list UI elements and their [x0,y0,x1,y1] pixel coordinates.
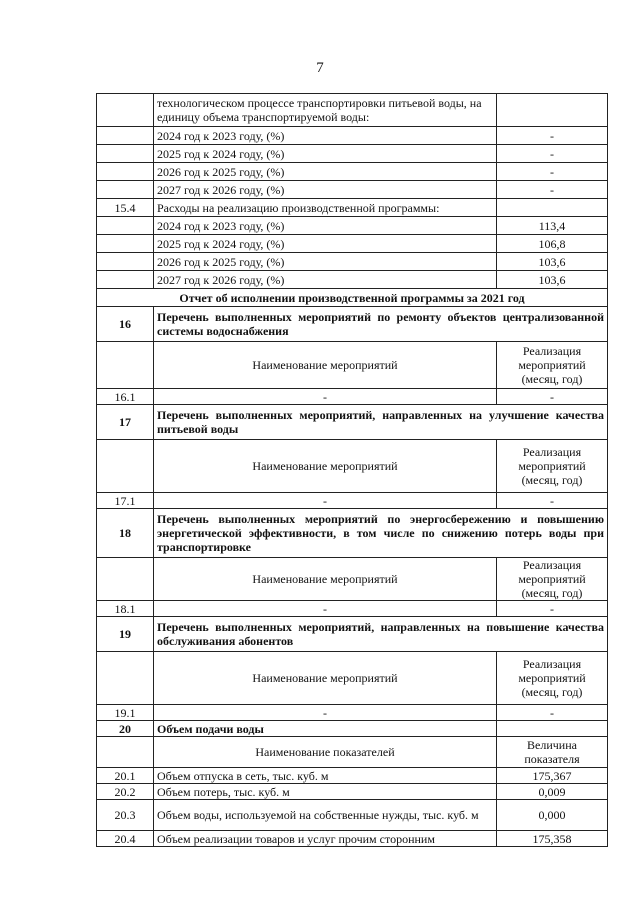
table-row [97,235,608,253]
column-header-row [97,737,608,768]
row-value: - [497,127,608,145]
column-header-row [97,652,608,705]
column-header: Величина показателя [497,737,608,768]
column-header: Реализация мероприятий (месяц, год) [497,440,608,493]
row-value: - [497,493,608,509]
column-header: Наименование мероприятий [154,558,497,601]
row-number: 17.1 [97,493,154,509]
row-number: 20.1 [97,768,154,784]
row-label: 2027 год к 2026 году, (%) [154,271,497,289]
table-row [97,94,608,127]
row-value: - [497,705,608,721]
row-value: 175,358 [497,831,608,847]
row-value: - [497,145,608,163]
table-row [97,253,608,271]
column-header: Реализация мероприятий (месяц, год) [497,558,608,601]
row-label: - [154,705,497,721]
row-label: 2024 год к 2023 году, (%) [154,127,497,145]
row-label: Расходы на реализацию производственной программы: [154,199,497,217]
table-row [97,784,608,800]
row-value: 0,009 [497,784,608,800]
row-value: 106,8 [497,235,608,253]
table-row [97,768,608,784]
table-row [97,705,608,721]
row-number: 19.1 [97,705,154,721]
intro-text: технологическом процессе транспортировки питьевой воды, на единицу объема транспортируемой воды: [154,94,497,127]
row-label: 2024 год к 2023 году, (%) [154,217,497,235]
section-title: Перечень выполненных мероприятий по энергосбережению и повышению энергетической эффективности, в том числе по снижению потерь воды при транспортировке [154,509,608,558]
column-header-row [97,440,608,493]
column-header: Реализация мероприятий (месяц, год) [497,342,608,389]
column-header-row [97,558,608,601]
row-number: 20.4 [97,831,154,847]
table-row [97,389,608,405]
table-row [97,127,608,145]
row-value: - [497,163,608,181]
section-number: 20 [97,721,154,737]
row-label: Объем потерь, тыс. куб. м [154,784,497,800]
row-value: 103,6 [497,253,608,271]
column-header: Наименование мероприятий [154,342,497,389]
table-row [97,493,608,509]
row-label: 2026 год к 2025 году, (%) [154,163,497,181]
table-row [97,217,608,235]
row-value: 0,000 [497,800,608,831]
column-header: Наименование мероприятий [154,440,497,493]
table-row [97,271,608,289]
row-value: 175,367 [497,768,608,784]
table-row [97,163,608,181]
row-number: 18.1 [97,601,154,617]
row-value [497,94,608,127]
row-value: - [497,389,608,405]
row-label: - [154,493,497,509]
row-number: 16.1 [97,389,154,405]
row-number: 15.4 [97,199,154,217]
section-number: 16 [97,307,154,342]
section-header [97,307,608,342]
row-value: 103,6 [497,271,608,289]
section-title: Перечень выполненных мероприятий, направленных на повышение качества обслуживания абонентов [154,617,608,652]
report-header: Отчет об исполнении производственной программы за 2021 год [97,289,608,307]
row-value: 113,4 [497,217,608,235]
section-title: Объем подачи воды [154,721,497,737]
section-title: Перечень выполненных мероприятий по ремонту объектов централизованной системы водоснабжения [154,307,608,342]
table-row [97,199,608,217]
program-table [96,93,608,847]
row-label: Объем воды, используемой на собственные нужды, тыс. куб. м [154,800,497,831]
column-header: Наименование показателей [154,737,497,768]
row-number: 20.2 [97,784,154,800]
section-header [97,617,608,652]
page-number: 7 [316,60,324,76]
row-label: 2025 год к 2024 году, (%) [154,235,497,253]
row-label: 2027 год к 2026 году, (%) [154,181,497,199]
table-row [97,145,608,163]
column-header: Реализация мероприятий (месяц, год) [497,652,608,705]
column-header-row [97,342,608,389]
row-value: - [497,181,608,199]
row-label: 2026 год к 2025 году, (%) [154,253,497,271]
row-label: Объем реализации товаров и услуг прочим сторонним [154,831,497,847]
row-number: 20.3 [97,800,154,831]
section-number: 18 [97,509,154,558]
row-label: - [154,601,497,617]
row-label: Объем отпуска в сеть, тыс. куб. м [154,768,497,784]
section-header [97,405,608,440]
section-number: 17 [97,405,154,440]
section-header [97,509,608,558]
table-row [97,831,608,847]
section-header [97,721,608,737]
table-row [97,181,608,199]
section-number: 19 [97,617,154,652]
table-row [97,601,608,617]
table-row [97,800,608,831]
row-label: - [154,389,497,405]
row-label: 2025 год к 2024 году, (%) [154,145,497,163]
column-header: Наименование мероприятий [154,652,497,705]
section-title: Перечень выполненных мероприятий, направленных на улучшение качества питьевой воды [154,405,608,440]
table-row [97,289,608,307]
row-number [97,94,154,127]
row-value: - [497,601,608,617]
